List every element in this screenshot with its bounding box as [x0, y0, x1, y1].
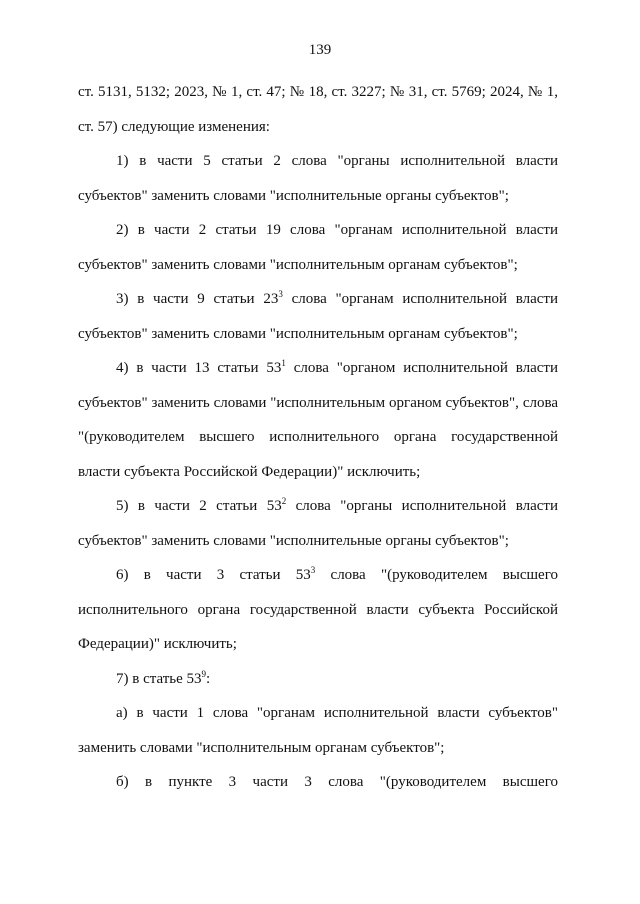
text-line	[78, 218, 558, 253]
line-text: а) в части 1 слова "органам исполнительной власти субъектов"	[116, 705, 558, 721]
text-line	[78, 701, 558, 736]
line-text: Федерации)" исключить;	[78, 636, 237, 652]
line-text: 2) в части 2 статьи 19 слова "органам исполнительной власти	[116, 222, 558, 238]
superscript: 3	[278, 289, 283, 299]
text-line	[78, 460, 558, 495]
text-line	[78, 322, 558, 357]
text-line	[78, 391, 558, 426]
text-line	[78, 356, 558, 391]
line-text-continued: :	[206, 670, 211, 687]
text-line	[78, 184, 558, 219]
line-text: 4) в части 13 статьи 53	[116, 360, 282, 376]
text-line	[78, 425, 558, 460]
text-line	[78, 80, 558, 115]
text-line	[78, 253, 558, 288]
line-text: субъектов" заменить словами "исполнительным органом субъектов", слова	[78, 394, 558, 411]
superscript: 1	[281, 358, 286, 368]
line-text: ст. 57) следующие изменения:	[78, 118, 270, 135]
line-text-continued: слова "органы исполнительной власти	[286, 498, 559, 514]
line-text: ст. 5131, 5132; 2023, № 1, ст. 47; № 18, ст. 3227; № 31, ст. 5769; 2024, № 1,	[78, 84, 558, 100]
line-text: власти субъекта Российской Федерации)" исключить;	[78, 463, 421, 480]
page-number: 139	[308, 42, 332, 58]
line-text-continued: слова "(руководителем высшего	[315, 567, 558, 583]
superscript: 3	[310, 565, 316, 575]
line-text: "(руководителем высшего исполнительного органа государственной	[78, 429, 558, 445]
text-line	[78, 598, 558, 633]
text-line	[78, 287, 558, 322]
text-line	[78, 115, 558, 150]
line-text: б) в пункте 3 части 3 слова "(руководителем высшего	[116, 774, 558, 790]
superscript: 2	[281, 496, 287, 506]
document-body	[78, 80, 558, 805]
text-line	[78, 563, 558, 598]
text-line	[78, 149, 558, 184]
line-text: 6) в части 3 статьи 53	[116, 567, 311, 583]
superscript: 9	[201, 668, 207, 679]
line-text: 1) в части 5 статьи 2 слова "органы исполнительной власти	[116, 153, 558, 169]
text-line	[78, 632, 558, 667]
line-text: заменить словами "исполнительным органам субъектов";	[78, 739, 445, 756]
line-text: субъектов" заменить словами "исполнительным органам субъектов";	[78, 325, 518, 342]
line-text: исполнительного органа государственной власти субъекта Российской	[78, 601, 558, 618]
line-text: субъектов" заменить словами "исполнительным органам субъектов";	[78, 256, 518, 273]
line-text: субъектов" заменить словами "исполнительные органы субъектов";	[78, 187, 509, 204]
line-text-continued: слова "органам исполнительной власти	[282, 291, 559, 307]
text-line	[78, 494, 558, 529]
text-line	[78, 529, 558, 564]
line-text: 7) в статье 53	[116, 670, 202, 687]
text-line	[78, 736, 558, 771]
line-text-continued: слова "органом исполнительной власти	[285, 360, 558, 376]
text-line	[78, 667, 558, 702]
line-text: субъектов" заменить словами "исполнительные органы субъектов";	[78, 532, 509, 549]
line-text: 3) в части 9 статьи 23	[116, 291, 279, 307]
line-text: 5) в части 2 статьи 53	[116, 498, 282, 514]
text-line	[78, 770, 558, 805]
